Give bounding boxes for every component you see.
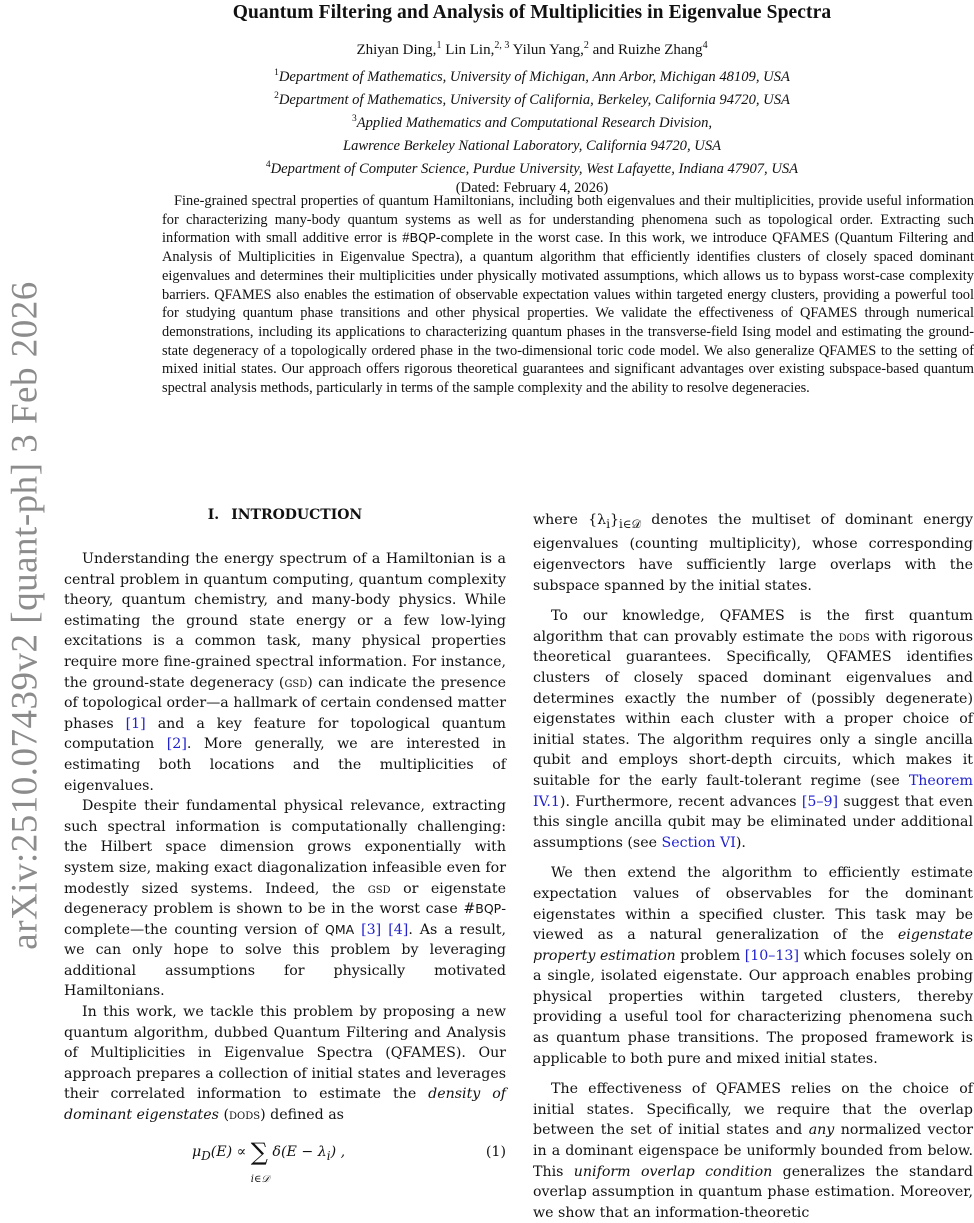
citation-link[interactable]: [4] [388, 921, 409, 938]
author-list [110, 40, 954, 59]
author: Lin Lin,$^{2, 3}$ [445, 40, 510, 58]
left-column [64, 505, 506, 1186]
intro-paragraph: In this work, we tackle this problem by proposing a new quantum algorithm, dubbed Quantum Filtering and Analysis of Multiplicities in Eigenvalue Spectra (QFAMES). Our approach prepares a collection of initial states and leverages their correlated information to estimate the density of dominant eigenstates (dods) defined as [64, 1004, 507, 1124]
summation-symbol: ∑ i∈𝒟 [250, 1137, 270, 1185]
theorem-link[interactable]: Theorem IV.1 [533, 772, 973, 810]
intro-paragraph: Despite their fundamental physical relevance, extracting such spectral information is computationally challenging: the Hilbert space dimension grows exponentially with system size, making exact diagonalization infeasible even for modestly sized systems. Indeed, the gsd or eigenstate degeneracy problem is shown to be in the worst case #BQP-complete—the counting version of QMA [3] [4]. As a result, we can only hope to solve this problem by leveraging additional assumptions for physically motivated Hamiltonians. [64, 798, 507, 1000]
abstract: Fine-grained spectral properties of quantum Hamiltonians, including both eigenvalues and their multiplicities, provide useful information for characterizing many-body quantum systems as well as for understanding phenomena such as topological order. Extracting such information with small additive error is #BQP-complete in the worst case. In this work, we introduce QFAMES (Quantum Filtering and Analysis of Multiplicities in Eigenvalue Spectra), a quantum algorithm that efficiently identifies clusters of closely spaced dominant eigenvalues and determines their multiplicities under physically motivated assumptions, which allows us to bypass worst-case complexity barriers. QFAMES also enables the estimation of observable expectation values within targeted energy clusters, providing a powerful tool for studying quantum phase transitions and other physical properties. We validate the effectiveness of QFAMES through numerical demonstrations, including its applications to characterizing quantum phases in the transverse-field Ising model and estimating the ground-state degeneracy of a topologically ordered phase in the two-dimensional toric code model. We also generalize QFAMES to the setting of mixed initial states. Our approach offers rigorous theoretical guarantees and significant advantages over existing subspace-based quantum spectral analysis methods, particularly in terms of the sample complexity and the ability to resolve degeneracies. [162, 193, 974, 397]
author: Zhiyan Ding,$^1$ [356, 40, 442, 58]
dated-line: (Dated: February 4, 2026) [455, 180, 609, 197]
affiliation: Lawrence Berkeley National Laboratory, California 94720, USA [342, 138, 722, 155]
equation-1 [64, 1137, 506, 1186]
equation-number: (1) [485, 1143, 506, 1160]
arxiv-identifier-text: arXiv:2510.07439v2 [quant-ph] 3 Feb 2026 [4, 280, 46, 950]
affiliation: $^4$Department of Computer Science, Purdue University, West Lafayette, Indiana 47907, USA [265, 160, 799, 178]
citation-link[interactable]: [2] [166, 736, 187, 753]
citation-link[interactable]: [3] [361, 921, 382, 938]
section-heading: I. INTRODUCTION [207, 507, 363, 523]
arxiv-identifier-stamp [0, 260, 50, 970]
citation-link[interactable]: [10–13] [744, 947, 799, 964]
intro-paragraph: The effectiveness of QFAMES relies on the choice of initial states. Specifically, we require that the overlap between the set of initial states and any normalized vector in a dominant eigenspace be uniformly bounded from below. This uniform overlap condition generalizes the standard overlap assumption in quantum phase estimation. Moreover, we show that an information-theoretic [533, 1081, 973, 1221]
right-column [533, 510, 973, 1223]
intro-paragraph: Understanding the energy spectrum of a Hamiltonian is a central problem in quantum computing, quantum complexity theory, quantum chemistry, and many-body physics. While estimating the ground state energy or a few low-lying excitations is a common task, many physical properties require more fine-grained spectral information. For instance, the ground-state degeneracy (gsd) can indicate the presence of topological order—a hallmark of certain condensed matter phases [1] and a key feature for topological quantum computation [2]. More generally, we are interested in estimating both locations and the multiplicities of eigenvalues. [64, 551, 506, 794]
affiliation: $^1$Department of Mathematics, University of Michigan, Ann Arbor, Michigan 48109, USA [274, 68, 790, 85]
author: Yilun Yang,$^2$ [512, 40, 589, 58]
paper-title: Quantum Filtering and Analysis of Multiplicities in Eigenvalue Spectra [232, 2, 832, 23]
affiliation: $^3$Applied Mathematics and Computational Research Division, [351, 114, 713, 131]
equation-body: $\mu_D(E)$ ∝ ∑ i∈𝒟 $\delta(E - \lambda_i)$ , [192, 1137, 346, 1185]
affiliation-list [110, 64, 954, 199]
author: and Ruizhe Zhang$^4$ [592, 40, 708, 58]
section-link[interactable]: Section VI [661, 834, 736, 851]
intro-paragraph: To our knowledge, QFAMES is the first quantum algorithm that can provably estimate the dods with rigorous theoretical guarantees. Specifically, QFAMES identifies clusters of closely spaced dominant eigenvalues and determines exactly the number of (possibly degenerate) eigenstates within each cluster with a proper choice of initial states. The algorithm requires only a single ancilla qubit and employs short-depth circuits, which makes it suitable for the early fault-tolerant regime (see Theorem IV.1). Furthermore, recent advances [5–9] suggest that even this single ancilla qubit may be eliminated under additional assumptions (see Section VI). [533, 608, 973, 851]
citation-link[interactable]: [5–9] [801, 793, 839, 810]
citation-link[interactable]: [1] [125, 715, 146, 732]
intro-paragraph: We then extend the algorithm to efficiently estimate expectation values of observables for the dominant eigenstates within a specified cluster. This task may be viewed as a natural generalization of the eigenstate property estimation problem [10–13] which focuses solely on a single, isolated eigenstate. Our approach enables probing physical properties within targeted clusters, thereby providing a useful tool for characterizing phenomena such as quantum phase transitions. The proposed framework is applicable to both pure and mixed initial states. [533, 865, 973, 1067]
intro-paragraph: where $\{\lambda_i\}_{i\in 𝒟}$ denotes the multiset of dominant energy eigenvalues (counting multiplicity), whose corresponding eigenvectors have sufficiently large overlaps with the subspace spanned by the initial states. [533, 512, 973, 594]
affiliation: $^2$Department of Mathematics, University of California, Berkeley, California 94720, USA [274, 91, 790, 108]
